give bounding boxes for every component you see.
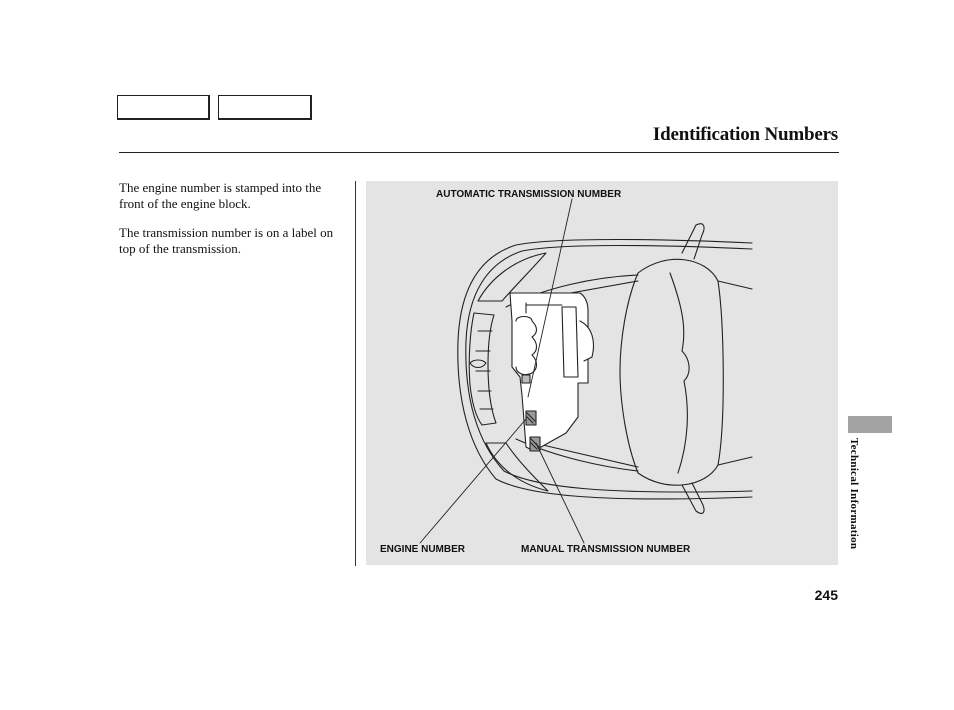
manual-transmission-label: MANUAL TRANSMISSION NUMBER [521, 544, 691, 555]
nav-button-index[interactable] [218, 95, 312, 120]
page-number: 245 [814, 587, 838, 603]
automatic-transmission-plate [522, 375, 530, 383]
leader-engine [420, 419, 526, 543]
engine-compartment-illustration [366, 181, 838, 565]
engine-number-paragraph: The engine number is stamped into the front of the engine block. [119, 180, 322, 211]
grille [469, 313, 496, 425]
emblem [470, 360, 486, 368]
car-top-view-drawing [366, 181, 838, 565]
automatic-transmission-label: AUTOMATIC TRANSMISSION NUMBER [436, 189, 622, 200]
transmission-number-paragraph: The transmission number is on a label on top of the transmission. [119, 225, 334, 256]
engine-number-label: ENGINE NUMBER [380, 544, 466, 555]
nav-button-contents[interactable] [117, 95, 210, 120]
page-title: Identification Numbers [652, 124, 838, 145]
windshield [620, 259, 723, 485]
body-outline-inner [466, 246, 752, 493]
section-label: Technical Information [848, 438, 860, 550]
title-rule [119, 152, 839, 153]
body-text [119, 180, 344, 270]
section-tab[interactable] [848, 416, 892, 433]
leader-manual [536, 443, 584, 543]
column-divider [355, 181, 356, 566]
